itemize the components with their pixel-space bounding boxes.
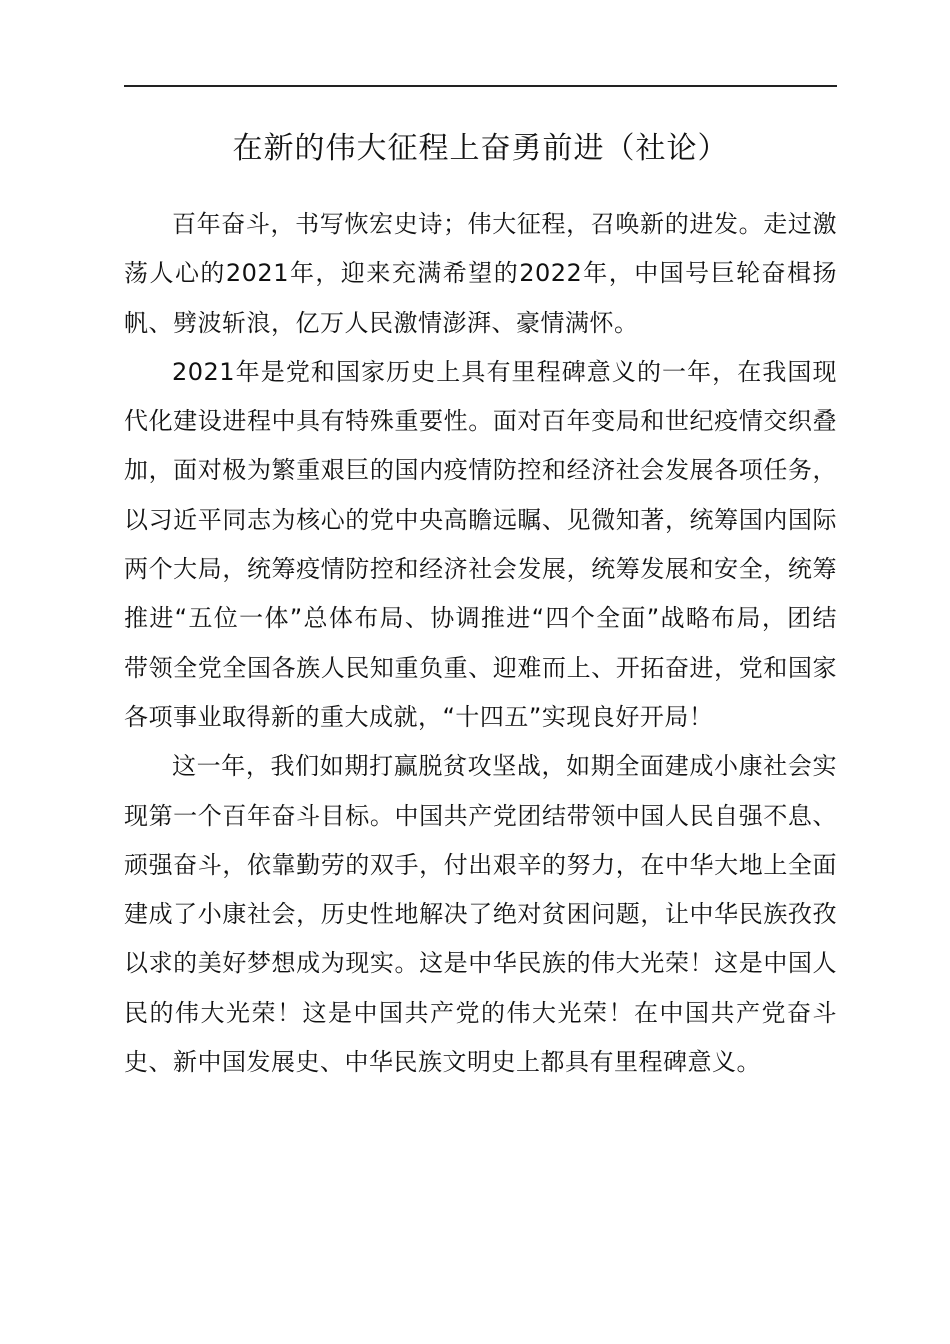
paragraph: 这一年，我们如期打赢脱贫攻坚战，如期全面建成小康社会实现第一个百年奋斗目标。中国共产党团结带领中国人民自强不息、顽强奋斗，依靠勤劳的双手，付出艰辛的努力，在中华大地上全面建成了小康社会，历史性地解决了绝对贫困问题，让中华民族孜孜以求的美好梦想成为现实。这是中华民族的伟大光荣！这是中国人民的伟大光荣！这是中国共产党的伟大光荣！在中国共产党奋斗史、新中国发展史、中华民族文明史上都具有里程碑意义。 <box>124 752 837 1077</box>
document-title: 在新的伟大征程上奋勇前进（社论） <box>232 131 729 166</box>
paragraph: 百年奋斗，书写恢宏史诗；伟大征程，召唤新的进发。走过激荡人心的2021年，迎来充满希望的2022年，中国号巨轮奋楫扬帆、劈波斩浪，亿万人民激情澎湃、豪情满怀。 <box>124 210 837 337</box>
document-body <box>124 200 837 1087</box>
header-rule <box>124 85 837 87</box>
paragraph: 2021年是党和国家历史上具有里程碑意义的一年，在我国现代化建设进程中具有特殊重要性。面对百年变局和世纪疫情交织叠加，面对极为繁重艰巨的国内疫情防控和经济社会发展各项任务，以习近平同志为核心的党中央高瞻远瞩、见微知著，统筹国内国际两个大局，统筹疫情防控和经济社会发展，统筹发展和安全，统筹推进“五位一体”总体布局、协调推进“四个全面”战略布局，团结带领全党全国各族人民知重负重、迎难而上、开拓奋进，党和国家各项事业取得新的重大成就，“十四五”实现良好开局！ <box>124 357 837 731</box>
